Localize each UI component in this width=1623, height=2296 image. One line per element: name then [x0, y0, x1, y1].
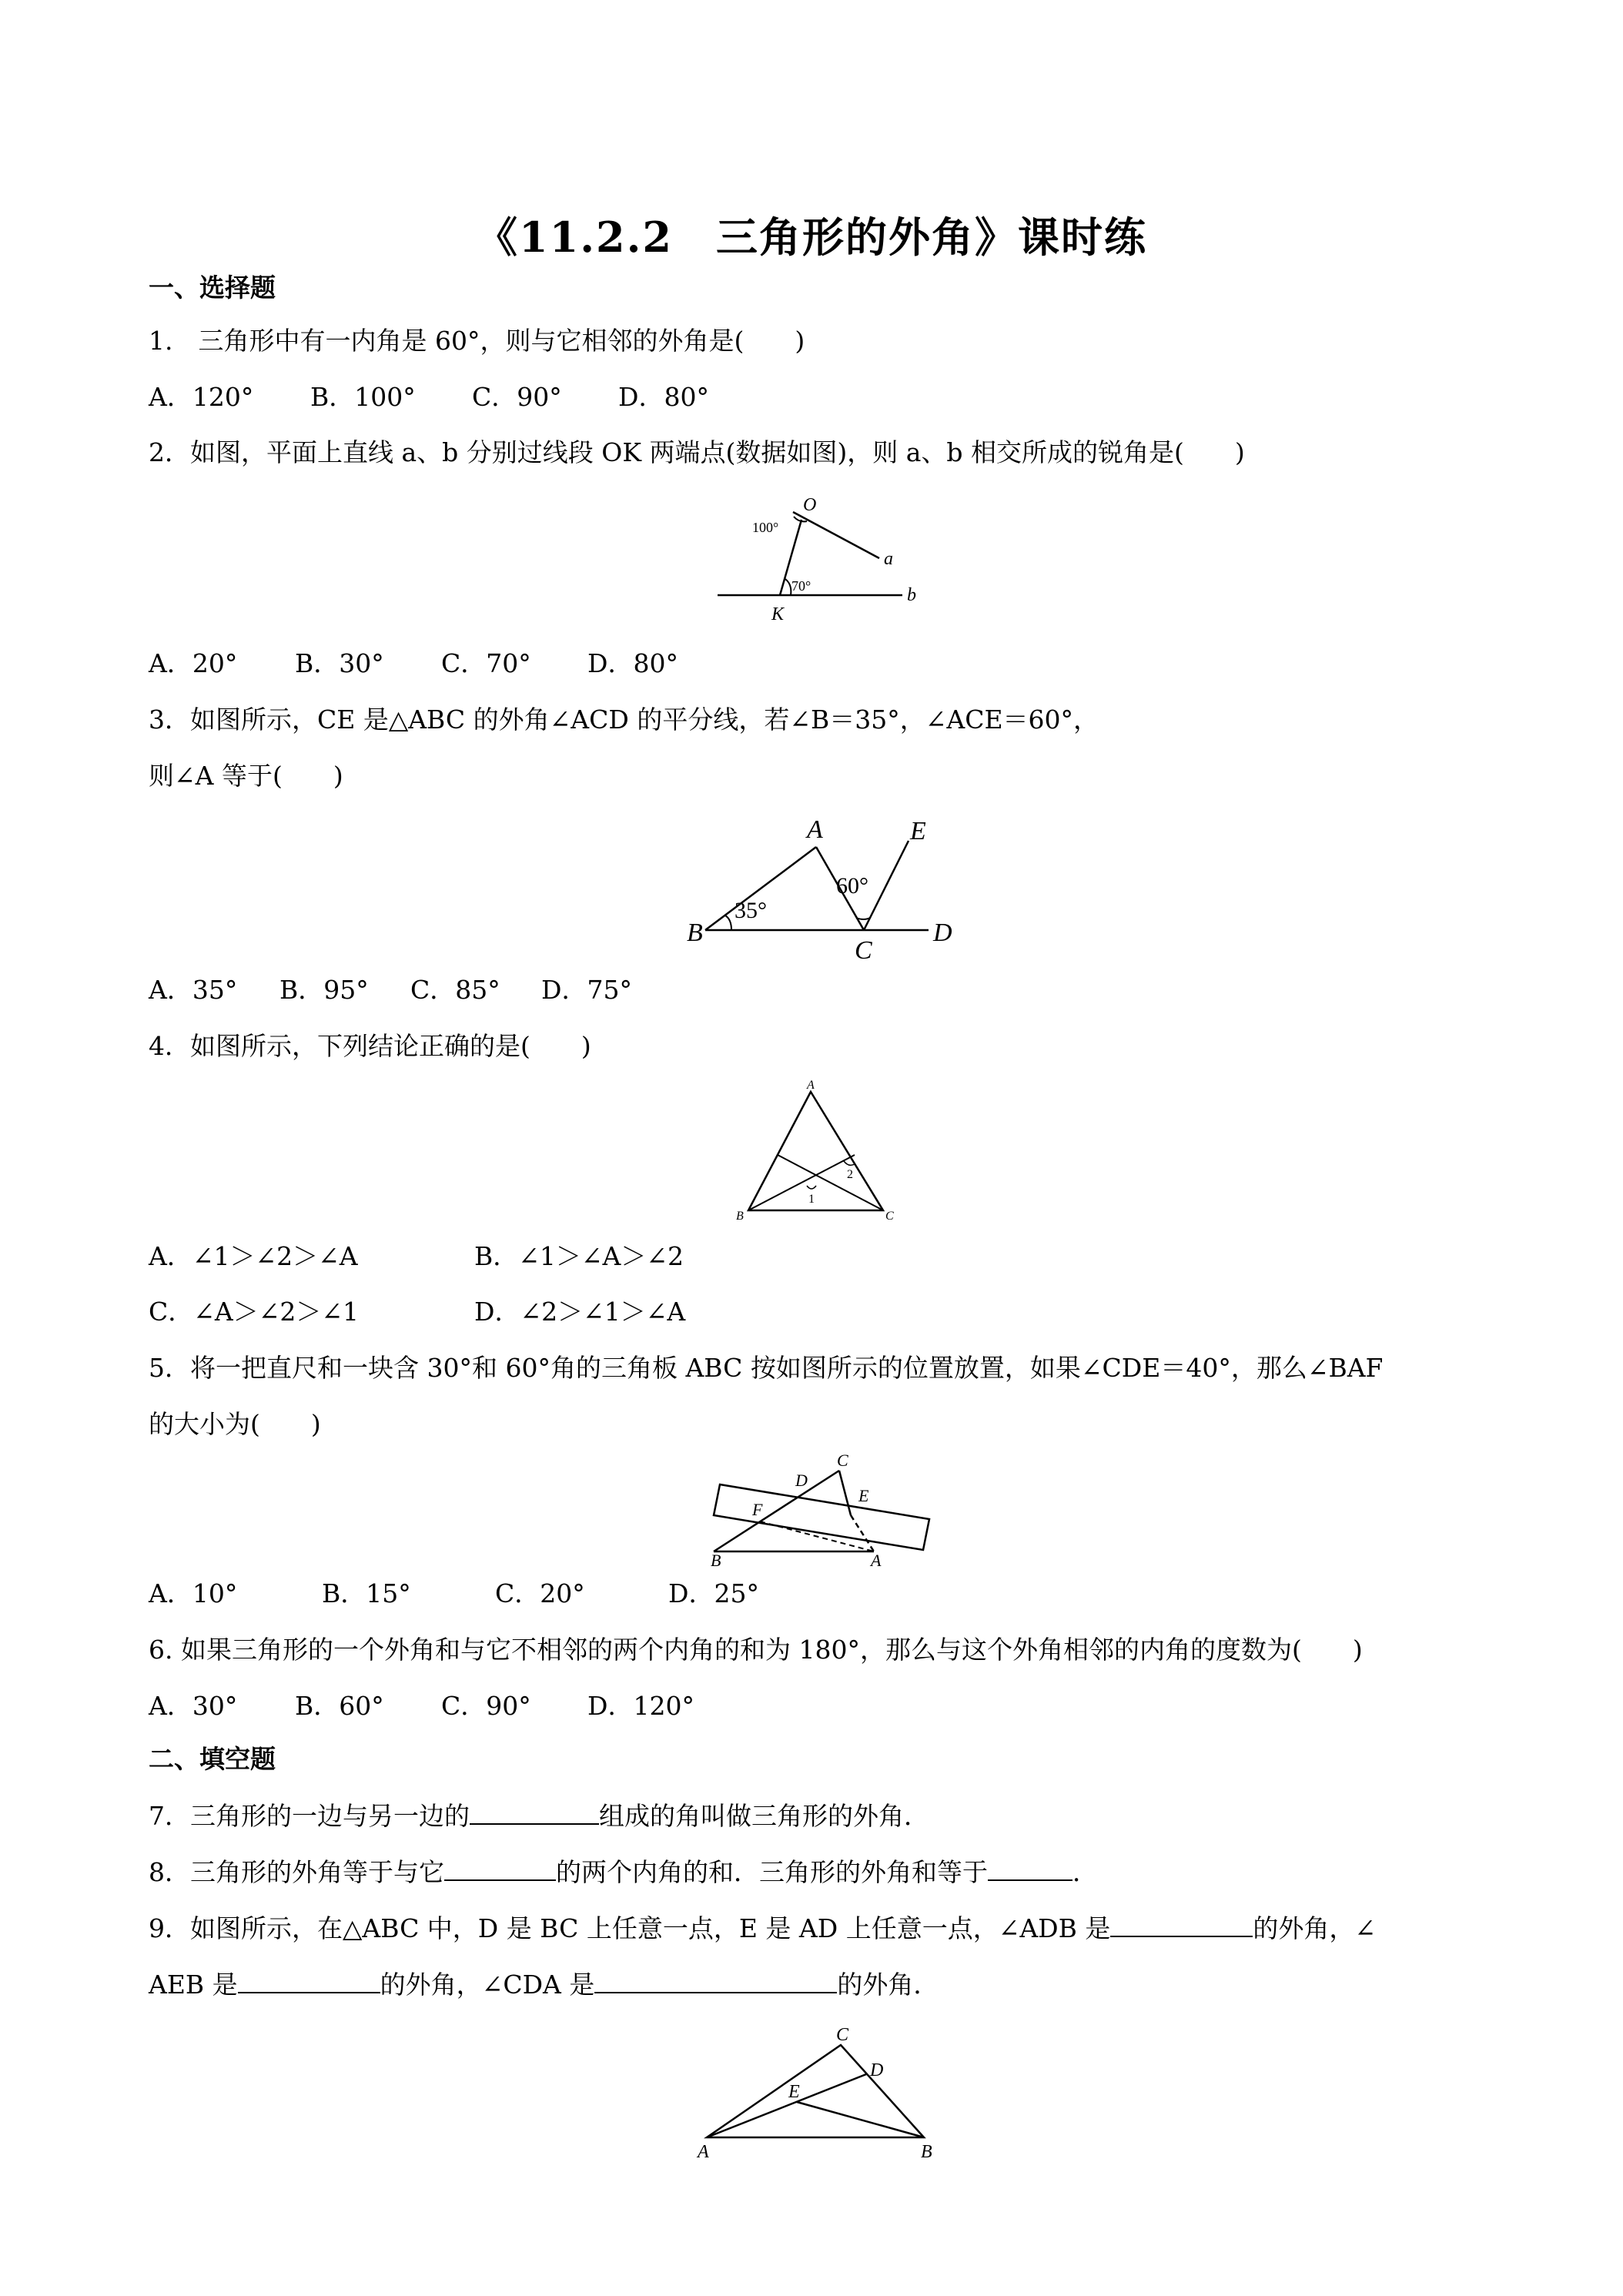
line-a	[793, 512, 879, 558]
ray-ce	[864, 841, 909, 930]
label-c: C	[836, 2025, 849, 2045]
label-b: B	[921, 2142, 932, 2162]
label-c: C	[837, 1454, 848, 1470]
label-c: C	[855, 936, 872, 962]
label-a: A	[698, 2142, 709, 2162]
option-a: A．10°	[149, 1578, 238, 1608]
question-7	[149, 1800, 929, 1832]
question-9-text-l2-after: 的外角．	[837, 1970, 939, 2000]
question-3-figure	[685, 808, 962, 962]
option-b: B．95°	[279, 975, 369, 1005]
label-b: B	[736, 1210, 744, 1223]
side-bc	[714, 1471, 839, 1551]
option-d: D．75°	[541, 975, 632, 1005]
question-9-line1	[149, 1913, 1376, 1944]
option-c: C．85°	[410, 975, 500, 1005]
label-d: D	[870, 2060, 884, 2080]
label-e: E	[910, 817, 926, 845]
label-b: B	[711, 1551, 721, 1569]
label-a: A	[807, 1079, 815, 1092]
question-2-figure	[701, 489, 932, 628]
question-5-text-line2: 的大小为( )	[149, 1409, 321, 1439]
side-ce	[839, 1471, 851, 1515]
label-2: 2	[847, 1168, 853, 1181]
label-angle-70: 70°	[791, 578, 812, 594]
label-c: C	[885, 1210, 894, 1223]
label-o: O	[803, 495, 817, 515]
question-8-text-before: 8．三角形的外角等于与它	[149, 1857, 444, 1887]
page-title: 《11.2.2 三角形的外角》课时练	[476, 213, 1147, 262]
question-5-options	[149, 1578, 759, 1609]
option-d: D．∠2＞∠1＞∠A	[474, 1297, 686, 1327]
option-a: A．120°	[149, 382, 254, 412]
label-a: a	[884, 549, 893, 569]
question-4-options-row2	[149, 1297, 685, 1327]
angle-arc-c	[856, 918, 870, 919]
angle-arc-1	[807, 1186, 816, 1189]
question-6-text: 6. 如果三角形的一个外角和与它不相邻的两个内角的和为 180°，那么与这个外角相邻的内角的度数为( )	[149, 1635, 1363, 1665]
question-8	[149, 1856, 1098, 1888]
option-c: C．20°	[495, 1578, 585, 1608]
option-b: B．15°	[322, 1578, 411, 1608]
question-7-text-after: 组成的角叫做三角形的外角．	[599, 1801, 929, 1831]
question-7-text-before: 7．三角形的一边与另一边的	[149, 1801, 470, 1831]
answer-blank[interactable]	[1110, 1913, 1253, 1937]
label-angle-35: 35°	[735, 898, 767, 923]
label-angle-100: 100°	[752, 520, 779, 535]
question-4-figure	[731, 1078, 909, 1224]
triangle-abc	[748, 1092, 883, 1210]
option-d: D．80°	[618, 382, 709, 412]
question-9-text-l2-before: AEB 是	[149, 1970, 238, 2000]
question-9-text-l1-after: 的外角，∠	[1253, 1913, 1377, 1943]
question-8-text-middle: 的两个内角的和．三角形的外角和等于	[556, 1857, 988, 1887]
option-c: C．90°	[472, 382, 562, 412]
section-heading-fill: 二、填空题	[149, 1744, 276, 1774]
option-d: D．120°	[587, 1691, 694, 1721]
option-b: B．60°	[295, 1691, 384, 1721]
answer-blank[interactable]	[238, 1969, 380, 1993]
question-4-options-row1	[149, 1241, 684, 1272]
angle-arc-k	[785, 579, 791, 595]
question-1-options	[149, 382, 709, 413]
option-d: D．25°	[668, 1578, 759, 1608]
option-d: D．80°	[587, 648, 678, 678]
option-c: C．90°	[441, 1691, 531, 1721]
label-d: D	[933, 919, 952, 947]
question-5-figure	[697, 1454, 943, 1569]
label-e: E	[858, 1486, 869, 1505]
question-2-text: 2．如图，平面上直线 a、b 分别过线段 OK 两端点(数据如图)，则 a、b 相交所成的锐角是( )	[149, 437, 1245, 467]
question-4-text: 4．如图所示，下列结论正确的是( )	[149, 1031, 591, 1061]
question-6-options	[149, 1691, 694, 1722]
option-a: A．30°	[149, 1691, 238, 1721]
label-f: F	[752, 1500, 763, 1519]
question-5-text-line1: 5．将一把直尺和一块含 30°和 60°角的三角板 ABC 按如图所示的位置放置，如果∠CDE＝40°，那么∠BAF	[149, 1353, 1384, 1383]
answer-blank[interactable]	[988, 1856, 1073, 1881]
label-a: A	[871, 1551, 882, 1569]
answer-blank[interactable]	[444, 1856, 556, 1881]
question-9-text-l2-middle: 的外角，∠CDA 是	[380, 1970, 595, 2000]
angle-arc-b	[725, 915, 731, 930]
question-3-text-line1: 3．如图所示，CE 是△ABC 的外角∠ACD 的平分线，若∠B＝35°，∠ACE＝60°，	[149, 705, 1099, 735]
option-c: C．70°	[441, 648, 531, 678]
label-1: 1	[808, 1193, 815, 1206]
label-d: D	[795, 1471, 808, 1490]
label-a: A	[807, 815, 823, 844]
section-heading-choice: 一、选择题	[149, 273, 276, 303]
option-b: B．100°	[310, 382, 416, 412]
label-b: b	[907, 585, 916, 605]
option-b: B．30°	[295, 648, 384, 678]
question-3-text-line2: 则∠A 等于( )	[149, 761, 343, 791]
question-9-figure	[693, 2025, 947, 2164]
question-9-line2	[149, 1969, 939, 2000]
ruler	[714, 1484, 929, 1550]
answer-blank[interactable]	[594, 1969, 837, 1993]
question-2-options	[149, 648, 678, 679]
label-angle-60: 60°	[836, 873, 868, 899]
label-e: E	[788, 2082, 800, 2102]
option-c: C．∠A＞∠2＞∠1	[149, 1297, 360, 1327]
segment-b-to-ac	[748, 1155, 855, 1210]
question-3-options	[149, 975, 632, 1006]
option-b: B．∠1＞∠A＞∠2	[474, 1241, 684, 1271]
label-k: K	[771, 604, 785, 624]
answer-blank[interactable]	[470, 1800, 599, 1825]
question-8-text-after: ．	[1073, 1857, 1098, 1887]
option-a: A．∠1＞∠2＞∠A	[149, 1241, 358, 1271]
question-1-text: 1. 三角形中有一内角是 60°，则与它相邻的外角是( )	[149, 326, 805, 356]
label-b: B	[687, 919, 703, 947]
option-a: A．35°	[149, 975, 238, 1005]
segment-eb	[797, 2102, 924, 2137]
question-9-text-l1-before: 9．如图所示，在△ABC 中，D 是 BC 上任意一点，E 是 AD 上任意一点，∠ADB 是	[149, 1913, 1111, 1943]
option-a: A．20°	[149, 648, 238, 678]
segment-ad	[707, 2074, 866, 2137]
